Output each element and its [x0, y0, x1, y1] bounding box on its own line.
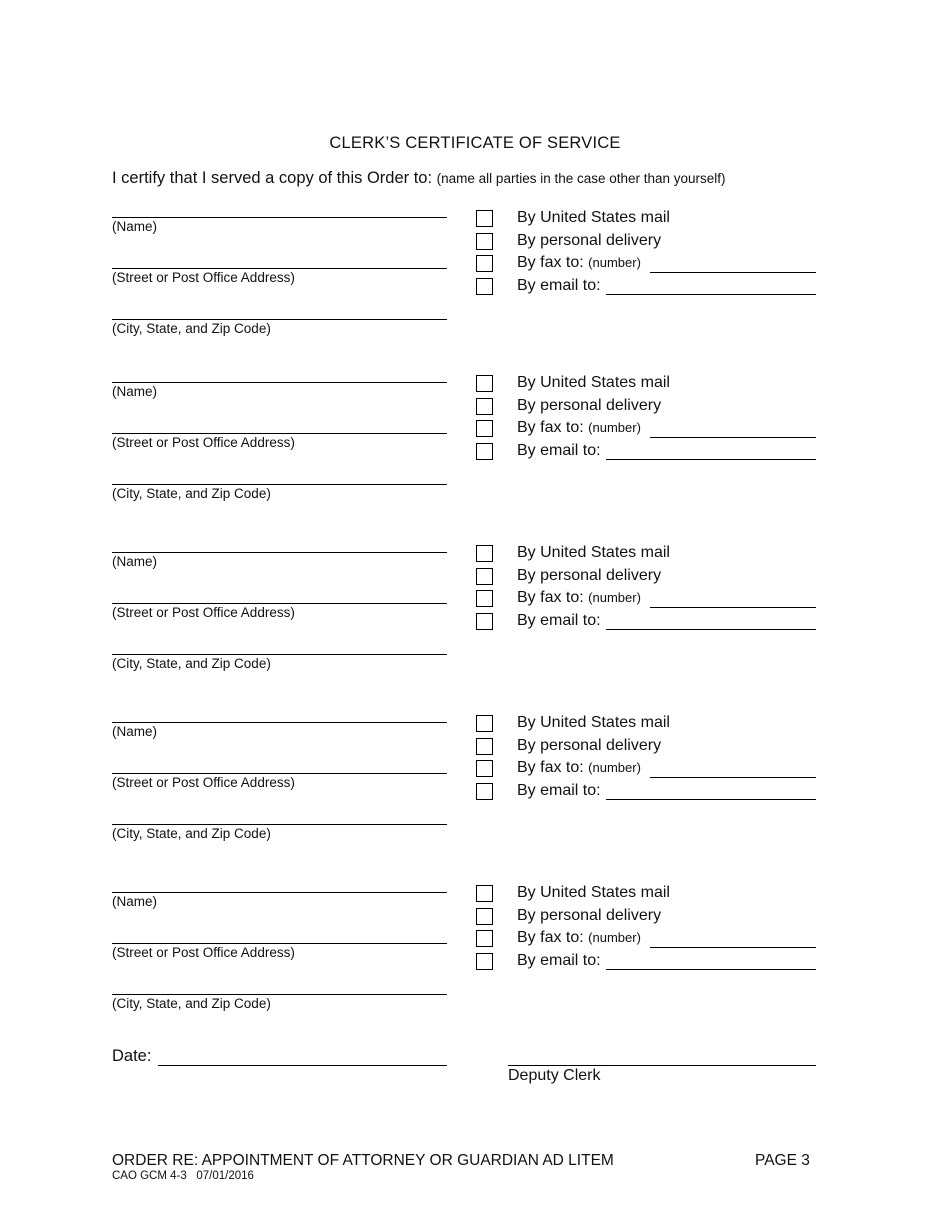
option-personal-delivery-label: By personal delivery [517, 567, 662, 584]
email-field[interactable] [606, 969, 816, 970]
checkbox-us-mail[interactable] [476, 715, 493, 732]
page-title: CLERK’S CERTIFICATE OF SERVICE [329, 134, 621, 152]
option-fax-label [517, 419, 641, 437]
checkbox-email[interactable] [476, 278, 493, 295]
fax-number-field[interactable] [650, 777, 816, 778]
service-party-block [0, 543, 950, 703]
option-us-mail-label: By United States mail [517, 884, 670, 901]
option-email-label: By email to: [517, 782, 601, 799]
party-name-field[interactable] [112, 217, 447, 218]
email-field[interactable] [606, 629, 816, 630]
checkbox-us-mail[interactable] [476, 375, 493, 392]
checkbox-fax[interactable] [476, 420, 493, 437]
checkbox-fax[interactable] [476, 760, 493, 777]
service-party-block [0, 713, 950, 873]
option-us-mail-label: By United States mail [517, 714, 670, 731]
street-label: (Street or Post Office Address) [112, 270, 295, 285]
fax-number-field[interactable] [650, 607, 816, 608]
footer-title: ORDER RE: APPOINTMENT OF ATTORNEY OR GUARDIAN AD LITEM [112, 1152, 614, 1169]
deputy-clerk-signature-line[interactable] [508, 1065, 816, 1066]
checkbox-fax[interactable] [476, 255, 493, 272]
option-email-label: By email to: [517, 612, 601, 629]
option-us-mail-label: By United States mail [517, 374, 670, 391]
party-city-field[interactable] [112, 654, 447, 655]
party-city-field[interactable] [112, 824, 447, 825]
option-fax-label [517, 929, 641, 947]
email-field[interactable] [606, 799, 816, 800]
email-field[interactable] [606, 459, 816, 460]
name-label: (Name) [112, 219, 158, 234]
page-number: PAGE 3 [755, 1152, 810, 1169]
fax-number-field[interactable] [650, 947, 816, 948]
party-name-field[interactable] [112, 722, 447, 723]
party-street-field[interactable] [112, 773, 447, 774]
city-label: (City, State, and Zip Code) [112, 486, 271, 501]
checkbox-fax[interactable] [476, 930, 493, 947]
deputy-clerk-label: Deputy Clerk [508, 1067, 601, 1084]
party-name-field[interactable] [112, 382, 447, 383]
checkbox-us-mail[interactable] [476, 210, 493, 227]
name-label: (Name) [112, 554, 158, 569]
party-city-field[interactable] [112, 319, 447, 320]
street-label: (Street or Post Office Address) [112, 435, 295, 450]
option-personal-delivery-label: By personal delivery [517, 232, 662, 249]
certify-text: I certify that I served a copy of this Order to: [112, 169, 433, 187]
checkbox-fax[interactable] [476, 590, 493, 607]
fax-number-hint: (number) [588, 760, 641, 775]
option-fax-label [517, 589, 641, 607]
service-party-block [0, 883, 950, 1043]
name-label: (Name) [112, 724, 158, 739]
checkbox-email[interactable] [476, 613, 493, 630]
party-city-field[interactable] [112, 994, 447, 995]
name-label: (Name) [112, 894, 158, 909]
service-party-block [0, 373, 950, 533]
checkbox-email[interactable] [476, 783, 493, 800]
option-personal-delivery-label: By personal delivery [517, 737, 662, 754]
fax-text: By fax to: [517, 929, 584, 946]
option-us-mail-label: By United States mail [517, 544, 670, 561]
fax-number-hint: (number) [588, 420, 641, 435]
option-us-mail-label: By United States mail [517, 209, 670, 226]
fax-text: By fax to: [517, 419, 584, 436]
email-field[interactable] [606, 294, 816, 295]
party-city-field[interactable] [112, 484, 447, 485]
option-fax-label [517, 254, 641, 272]
street-label: (Street or Post Office Address) [112, 775, 295, 790]
city-label: (City, State, and Zip Code) [112, 656, 271, 671]
option-personal-delivery-label: By personal delivery [517, 907, 662, 924]
checkbox-email[interactable] [476, 953, 493, 970]
option-personal-delivery-label: By personal delivery [517, 397, 662, 414]
party-street-field[interactable] [112, 268, 447, 269]
fax-text: By fax to: [517, 589, 584, 606]
checkbox-personal-delivery[interactable] [476, 233, 493, 250]
fax-number-hint: (number) [588, 590, 641, 605]
street-label: (Street or Post Office Address) [112, 605, 295, 620]
street-label: (Street or Post Office Address) [112, 945, 295, 960]
party-street-field[interactable] [112, 433, 447, 434]
date-label: Date: [112, 1047, 152, 1065]
party-street-field[interactable] [112, 943, 447, 944]
party-name-field[interactable] [112, 892, 447, 893]
fax-number-field[interactable] [650, 437, 816, 438]
checkbox-us-mail[interactable] [476, 545, 493, 562]
fax-text: By fax to: [517, 759, 584, 776]
checkbox-personal-delivery[interactable] [476, 398, 493, 415]
checkbox-personal-delivery[interactable] [476, 568, 493, 585]
form-code: CAO GCM 4-3 07/01/2016 [112, 1170, 254, 1182]
option-email-label: By email to: [517, 952, 601, 969]
checkbox-email[interactable] [476, 443, 493, 460]
city-label: (City, State, and Zip Code) [112, 321, 271, 336]
fax-number-hint: (number) [588, 255, 641, 270]
checkbox-personal-delivery[interactable] [476, 908, 493, 925]
party-street-field[interactable] [112, 603, 447, 604]
option-email-label: By email to: [517, 277, 601, 294]
option-fax-label [517, 759, 641, 777]
city-label: (City, State, and Zip Code) [112, 826, 271, 841]
fax-number-field[interactable] [650, 272, 816, 273]
service-party-block [0, 208, 950, 368]
fax-text: By fax to: [517, 254, 584, 271]
certify-statement [112, 169, 726, 188]
party-name-field[interactable] [112, 552, 447, 553]
option-email-label: By email to: [517, 442, 601, 459]
city-label: (City, State, and Zip Code) [112, 996, 271, 1011]
date-field[interactable] [158, 1065, 447, 1066]
fax-number-hint: (number) [588, 930, 641, 945]
checkbox-personal-delivery[interactable] [476, 738, 493, 755]
certify-note: (name all parties in the case other than yourself) [436, 171, 726, 186]
name-label: (Name) [112, 384, 158, 399]
checkbox-us-mail[interactable] [476, 885, 493, 902]
